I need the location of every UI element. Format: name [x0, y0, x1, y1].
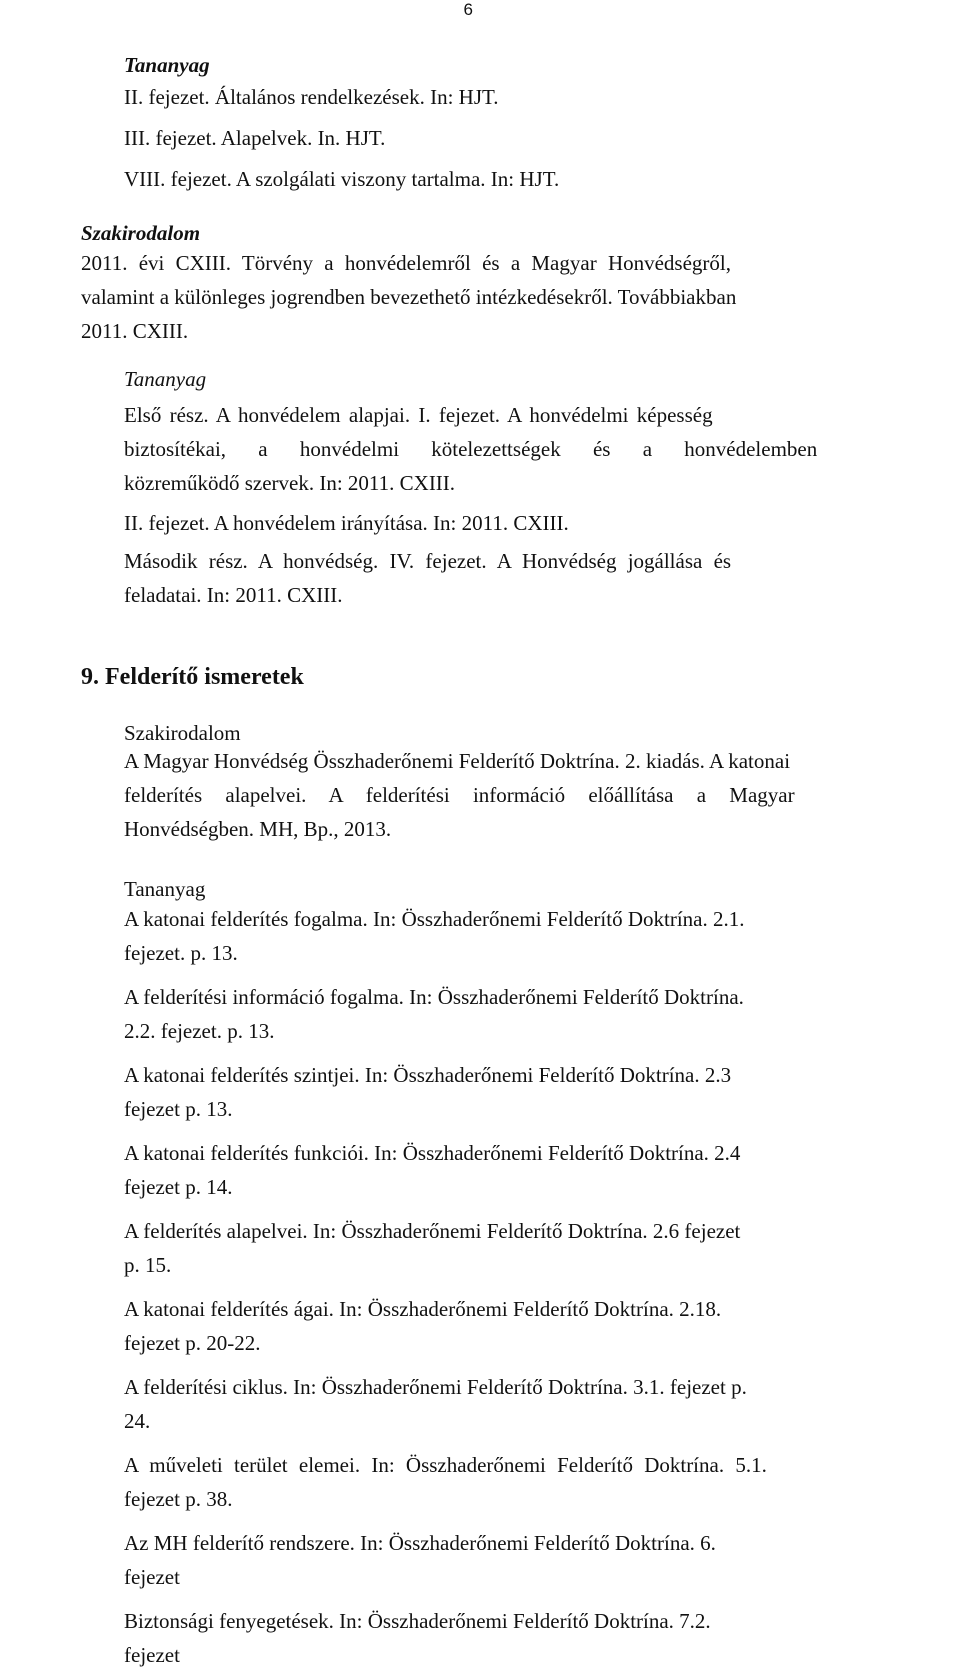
list-item: [124, 1214, 914, 1282]
list-item: II. fejezet. Általános rendelkezések. In: HJT.: [124, 85, 499, 109]
list-item-line: fejezet p. 38.: [124, 1487, 233, 1511]
literature-line: 2011. évi CXIII. Törvény a honvédelemről és a Magyar Honvédségről,: [81, 251, 731, 275]
list-item-line: Az MH felderítő rendszere. In: Összhaderőnemi Felderítő Doktrína. 6.: [124, 1531, 716, 1555]
list-item-line: fejezet p. 13.: [124, 1097, 233, 1121]
section-title: 9. Felderítő ismeretek: [81, 664, 304, 690]
list-item: [124, 1292, 914, 1360]
literature-block-2: [124, 720, 914, 846]
list-item-line: fejezet p. 20-22.: [124, 1331, 261, 1355]
list-item: [124, 1604, 914, 1672]
literature-line: A Magyar Honvédség Összhaderőnemi Felderítő Doktrína. 2. kiadás. A katonai: [124, 749, 791, 773]
list-item: VIII. fejezet. A szolgálati viszony tartalma. In: HJT.: [124, 167, 560, 191]
list-item-line: A katonai felderítés fogalma. In: Összhaderőnemi Felderítő Doktrína. 2.1.: [124, 907, 745, 931]
list-item: [124, 1448, 914, 1516]
list-item-line: A katonai felderítés ágai. In: Összhaderőnemi Felderítő Doktrína. 2.18.: [124, 1297, 722, 1321]
list-item-line: 24.: [124, 1409, 151, 1433]
study-material-block-2: [124, 366, 914, 612]
list-item-line: Első rész. A honvédelem alapjai. I. fejezet. A honvédelmi képesség: [124, 403, 713, 427]
list-item: [124, 1058, 914, 1126]
list-item-line: A katonai felderítés funkciói. In: Összhaderőnemi Felderítő Doktrína. 2.4: [124, 1141, 741, 1165]
study-material-heading: Tananyag: [124, 877, 206, 901]
list-item-line: Biztonsági fenyegetések. In: Összhaderőnemi Felderítő Doktrína. 7.2.: [124, 1609, 711, 1633]
literature-line: valamint a különleges jogrendben bevezethető intézkedésekről. Továbbiakban: [81, 285, 737, 309]
list-item-line: A műveleti terület elemei. In: Összhaderőnemi Felderítő Doktrína. 5.1.: [124, 1453, 767, 1477]
list-item: [124, 1526, 914, 1594]
list-item-line: A katonai felderítés szintjei. In: Összhaderőnemi Felderítő Doktrína. 2.3: [124, 1063, 732, 1087]
list-item-line: fejezet: [124, 1565, 180, 1589]
study-material-heading: Tananyag: [124, 367, 207, 391]
list-item-line: A felderítési információ fogalma. In: Összhaderőnemi Felderítő Doktrína.: [124, 985, 744, 1009]
list-item-line: A felderítés alapelvei. In: Összhaderőnemi Felderítő Doktrína. 2.6 fejezet: [124, 1219, 741, 1243]
list-item: [124, 1136, 914, 1204]
literature-line: Honvédségben. MH, Bp., 2013.: [124, 817, 392, 841]
list-item: III. fejezet. Alapelvek. In. HJT.: [124, 126, 386, 150]
literature-heading: Szakirodalom: [124, 721, 241, 745]
list-item-line: A felderítési ciklus. In: Összhaderőnemi Felderítő Doktrína. 3.1. fejezet p.: [124, 1375, 747, 1399]
study-material-block-1: [124, 52, 924, 192]
page-number: 6: [463, 0, 473, 19]
literature-heading: Szakirodalom: [81, 221, 201, 245]
list-item: [124, 902, 914, 970]
list-item-line: p. 15.: [124, 1253, 172, 1277]
list-item-line: Második rész. A honvédség. IV. fejezet. A Honvédség jogállása és: [124, 549, 732, 573]
list-item-line: fejezet p. 14.: [124, 1175, 233, 1199]
study-material-block-3: [124, 876, 914, 1672]
list-item-line: közreműködő szervek. In: 2011. CXIII.: [124, 471, 456, 495]
list-item-line: fejezet: [124, 1643, 180, 1667]
list-item: [124, 1370, 914, 1438]
literature-line: felderítés alapelvei. A felderítési információ előállítása a Magyar: [124, 783, 795, 807]
study-material-heading: Tananyag: [124, 53, 210, 77]
list-item-line: biztosítékai, a honvédelmi kötelezettségek és a honvédelemben: [124, 437, 818, 461]
literature-line: 2011. CXIII.: [81, 319, 189, 343]
list-item: II. fejezet. A honvédelem irányítása. In: 2011. CXIII.: [124, 511, 569, 535]
list-item-line: 2.2. fejezet. p. 13.: [124, 1019, 275, 1043]
list-item: [124, 980, 914, 1048]
list-item-line: fejezet. p. 13.: [124, 941, 238, 965]
literature-block-1: [81, 220, 896, 348]
list-item-line: feladatai. In: 2011. CXIII.: [124, 583, 343, 607]
